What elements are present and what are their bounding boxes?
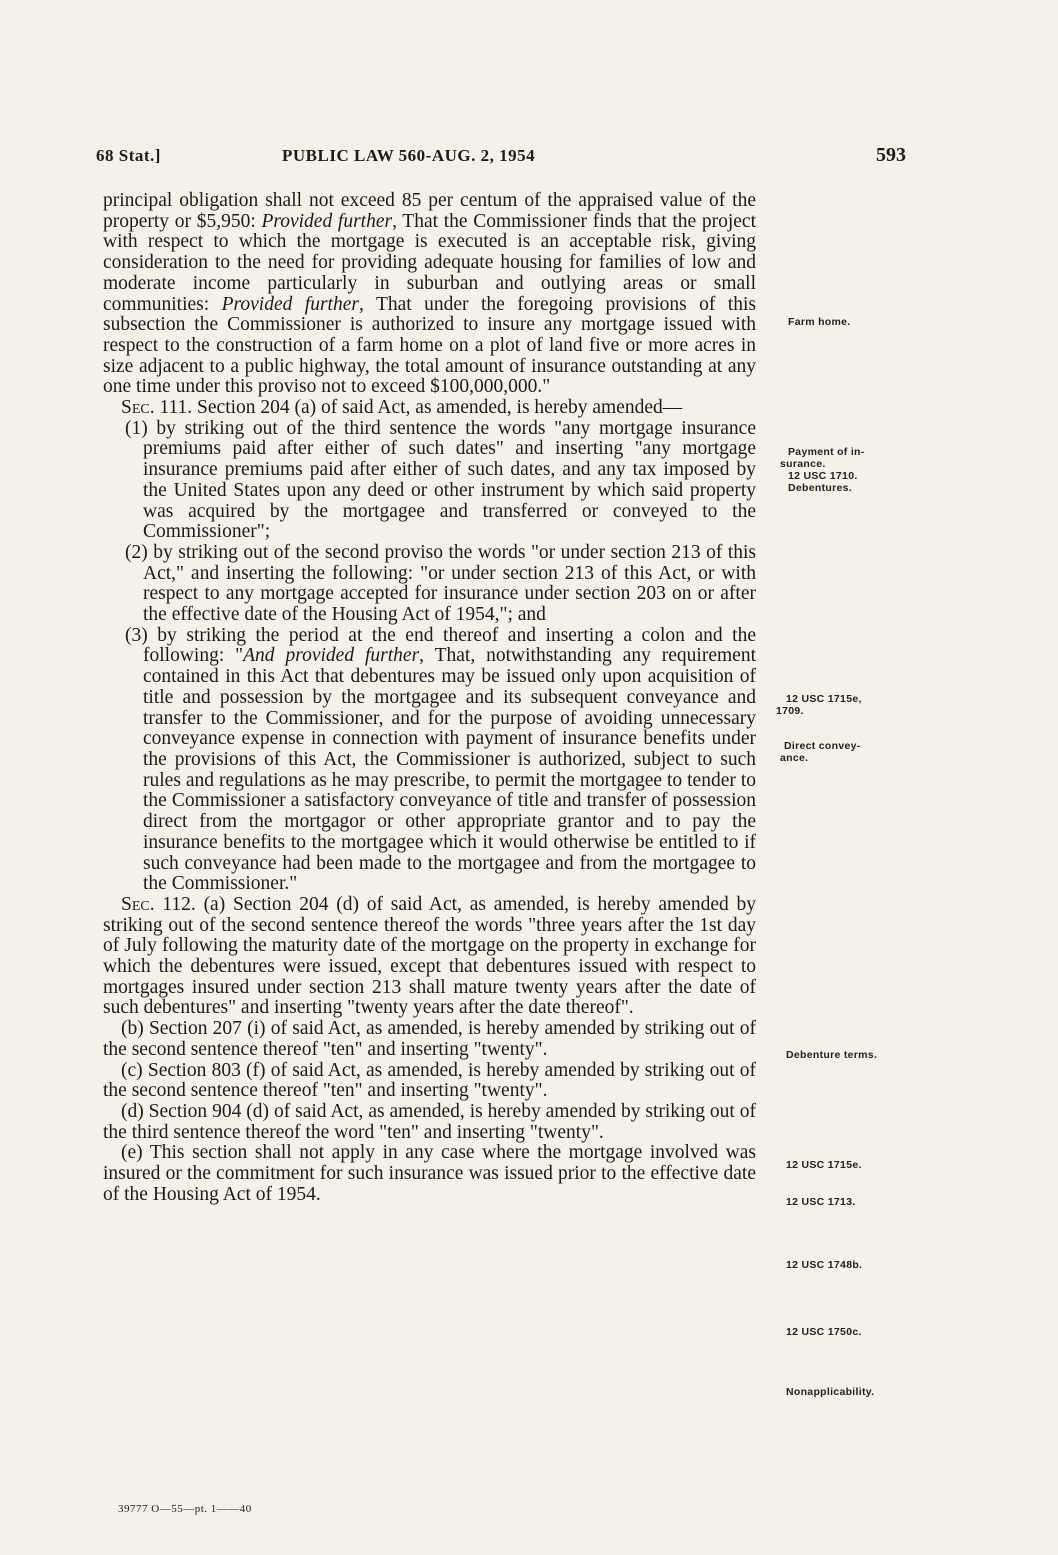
section-112-d: (d) Section 904 (d) of said Act, as amended, is hereby amended by striking out of the third sentence thereof the word "ten" and inserting "twenty". xyxy=(103,1100,756,1143)
note-usc-1750c: 12 USC 1750c. xyxy=(786,1326,862,1338)
note-farm-home: Farm home. xyxy=(788,316,851,328)
section-112-e: (e) This section shall not apply in any case where the mortgage involved was insured or the commitment for such insurance was issued prior to the effective date of the Housing Act of 1954. xyxy=(103,1142,756,1205)
section-112-a: Sec. 112. (a) Section 204 (d) of said Act, as amended, is hereby amended by striking out of the second sentence thereof the words "three years after the 1st day of July following the maturity date of the mortgage on the property in exchange for which the debentures were issued, except that debentures issued with respect to mortgages insured under section 213 shall mature twenty years after the date of such debentures" and inserting "twenty years after the date thereof". xyxy=(103,893,756,1019)
note-debenture-terms: Debenture terms. xyxy=(786,1049,878,1061)
note-usc-1715e: 12 USC 1715e. xyxy=(786,1159,862,1171)
section-111-item-2: (2) by striking out of the second proviso the words "or under section 213 of this Act," and inserting the following: "or under section 213 of this Act, or with respect to any mortgage accepted for insurance under section 203 on or after the effective date of the Housing Act of 1954,"; and xyxy=(125,541,756,626)
print-code-footer: 39777 O—55—pt. 1——40 xyxy=(118,1503,252,1515)
note-payment: Payment of in- surance. 12 USC 1710. Debentures. xyxy=(780,446,865,494)
section-111-item-3: (3) by striking the period at the end thereof and inserting a colon and the following: "And provided further, That, notwithstanding any requirement contained in this Act that debentures may be issued only upon acquisition of title and possession by the mortgagee and its subsequent conveyance and transfer to the Commissioner, and for the purpose of avoiding unnecessary conveyance expense in connection with payment of insurance benefits under the provisions of this Act, the Commissioner is authorized, subject to such rules and regulations as he may prescribe, to permit the mortgagee to tender to the Commissioner a satisfactory conveyance of title and transfer of possession direct from the mortgagor or other appropriate grantor and to pay the insurance benefits to the mortgagee which it would otherwise be entitled to if such conveyance had been made to the mortgagee and from the mortgagee to the Commissioner." xyxy=(125,624,756,895)
note-nonapplicability: Nonapplicability. xyxy=(786,1386,875,1398)
running-header xyxy=(96,146,906,176)
statute-volume: 68 Stat.] xyxy=(96,146,161,165)
section-112-c: (c) Section 803 (f) of said Act, as amended, is hereby amended by striking out of the second sentence thereof "ten" and inserting "twenty". xyxy=(103,1059,756,1102)
note-usc-1713: 12 USC 1713. xyxy=(786,1196,856,1208)
law-title: PUBLIC LAW 560-AUG. 2, 1954 xyxy=(282,146,536,165)
page-number: 593 xyxy=(876,144,906,166)
section-111: Sec. 111. Section 204 (a) of said Act, as amended, is hereby amended— xyxy=(121,397,683,419)
note-usc-1748b: 12 USC 1748b. xyxy=(786,1259,863,1271)
note-direct-conveyance: Direct convey- ance. xyxy=(780,740,861,764)
note-usc-1715e-1709: 12 USC 1715e, 1709. xyxy=(776,693,862,717)
main-text xyxy=(103,191,756,1205)
paragraph-continuation: principal obligation shall not exceed 85 per centum of the appraised value of the property or $5,950: Provided further, That the Commissioner finds that the project with respect to which the mortgage is executed is an acceptable risk, giving consideration to the need for providing adequate housing for families of low and moderate income particularly in suburban and outlying areas or small communities: Provided further, That under the foregoing provisions of this subsection the Commissioner is authorized to insure any mortgage issued with respect to the construction of a farm home on a plot of land five or more acres in size adjacent to a public highway, the total amount of insurance outstanding at any one time under this proviso not to exceed $100,000,000." xyxy=(103,190,757,398)
section-112-b: (b) Section 207 (i) of said Act, as amended, is hereby amended by striking out of the second sentence thereof "ten" and inserting "twenty". xyxy=(103,1018,756,1060)
section-111-item-1: (1) by striking out of the third sentence the words "any mortgage insurance premiums paid after either of such dates" and inserting "any mortgage insurance premiums paid after either of such dates, and any tax imposed by the United States upon any deed or other instrument by which said property was acquired by the mortgagee and transferred or conveyed to the Commissioner"; xyxy=(125,417,756,543)
